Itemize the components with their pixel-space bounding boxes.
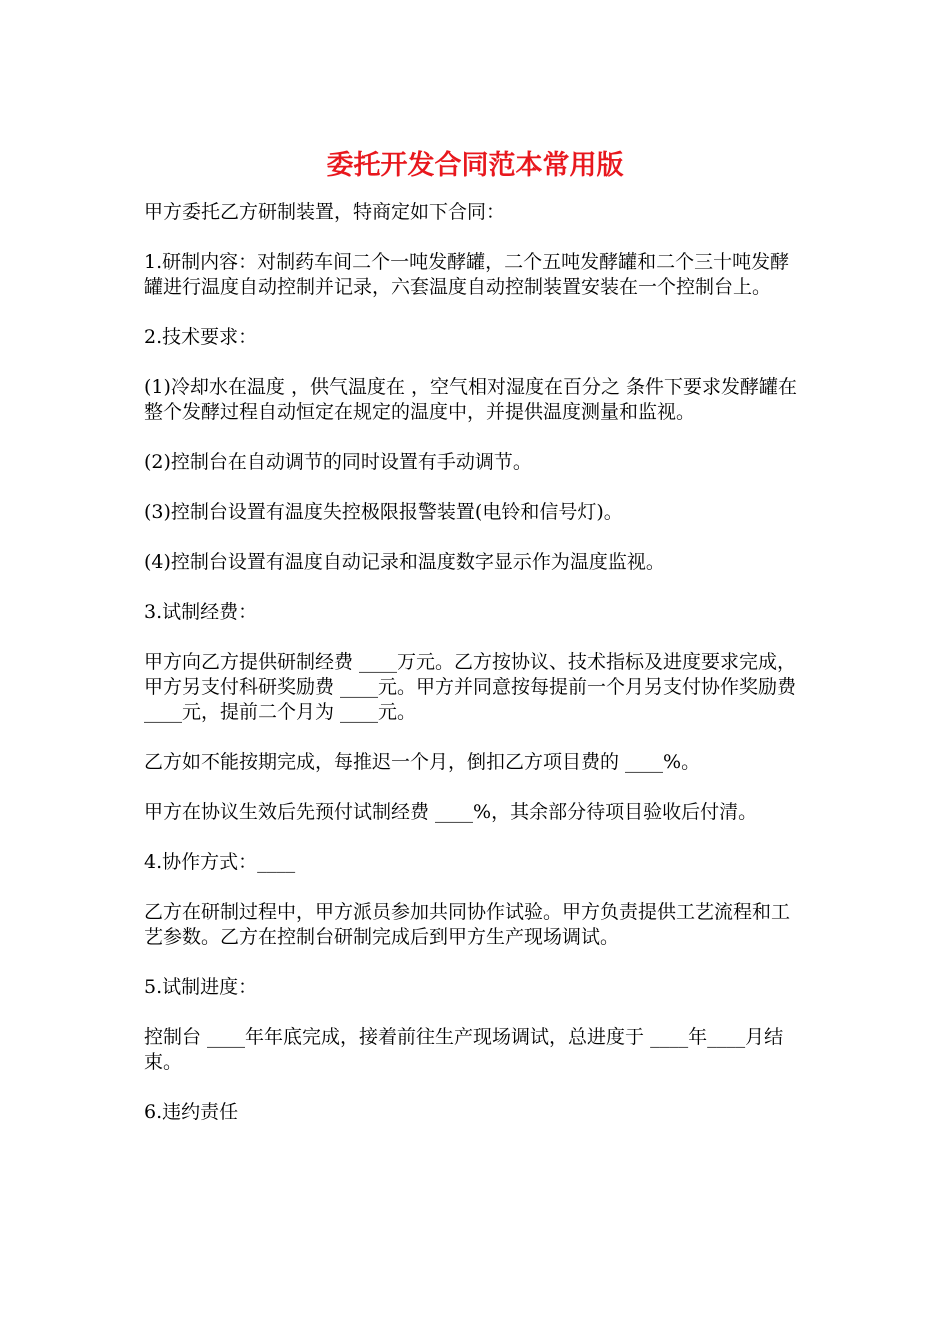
paragraph-cooperation-details: 乙方在研制过程中，甲方派员参加共同协作试验。甲方负责提供工艺流程和工艺参数。乙方在控制台研制完成后到甲方生产现场调试。 — [144, 901, 791, 948]
paragraph-requirement-4: (4)控制台设置有温度自动记录和温度数字显示作为温度监视。 — [144, 551, 665, 573]
document-body — [144, 200, 808, 1150]
paragraph-prepayment: 甲方在协议生效后先预付试制经费 ____%，其余部分待项目验收后付清。 — [144, 801, 758, 823]
heading-trial-funding: 3.试制经费： — [144, 601, 258, 623]
paragraph-research-content: 1.研制内容：对制药车间二个一吨发酵罐，二个五吨发酵罐和二个三十吨发酵罐进行温度自动控制并记录，六套温度自动控制装置安装在一个控制台上。 — [144, 251, 790, 298]
paragraph-funding-details: 甲方向乙方提供研制经费 ____万元。乙方按协议、技术指标及进度要求完成，甲方另支付科研奖励费 ____元。甲方并同意按每提前一个月另支付协作奖励费 ____元，提前二个月为 ____元。 — [144, 651, 797, 723]
document-title: 委托开发合同范本常用版 — [326, 150, 624, 182]
heading-breach-liability: 6.违约责任 — [144, 1101, 239, 1123]
paragraph-requirement-1: (1)冷却水在温度 ，供气温度在 ，空气相对湿度在百分之 条件下要求发酵罐在整个发酵过程自动恒定在规定的温度中，并提供温度测量和监视。 — [144, 376, 798, 423]
paragraph-intro: 甲方委托乙方研制装置，特商定如下合同： — [144, 201, 506, 223]
paragraph-requirement-2: (2)控制台在自动调节的同时设置有手动调节。 — [144, 451, 532, 473]
paragraph-requirement-3: (3)控制台设置有温度失控极限报警装置(电铃和信号灯)。 — [144, 501, 623, 523]
heading-cooperation-method: 4.协作方式：____ — [144, 851, 296, 873]
paragraph-schedule-details: 控制台 ____年年底完成，接着前往生产现场调试，总进度于 ____年____月结束。 — [144, 1026, 784, 1073]
heading-trial-schedule: 5.试制进度： — [144, 976, 258, 998]
paragraph-delay-penalty: 乙方如不能按期完成，每推迟一个月，倒扣乙方项目费的 ____%。 — [144, 751, 701, 773]
heading-technical-requirements: 2.技术要求： — [144, 326, 258, 348]
